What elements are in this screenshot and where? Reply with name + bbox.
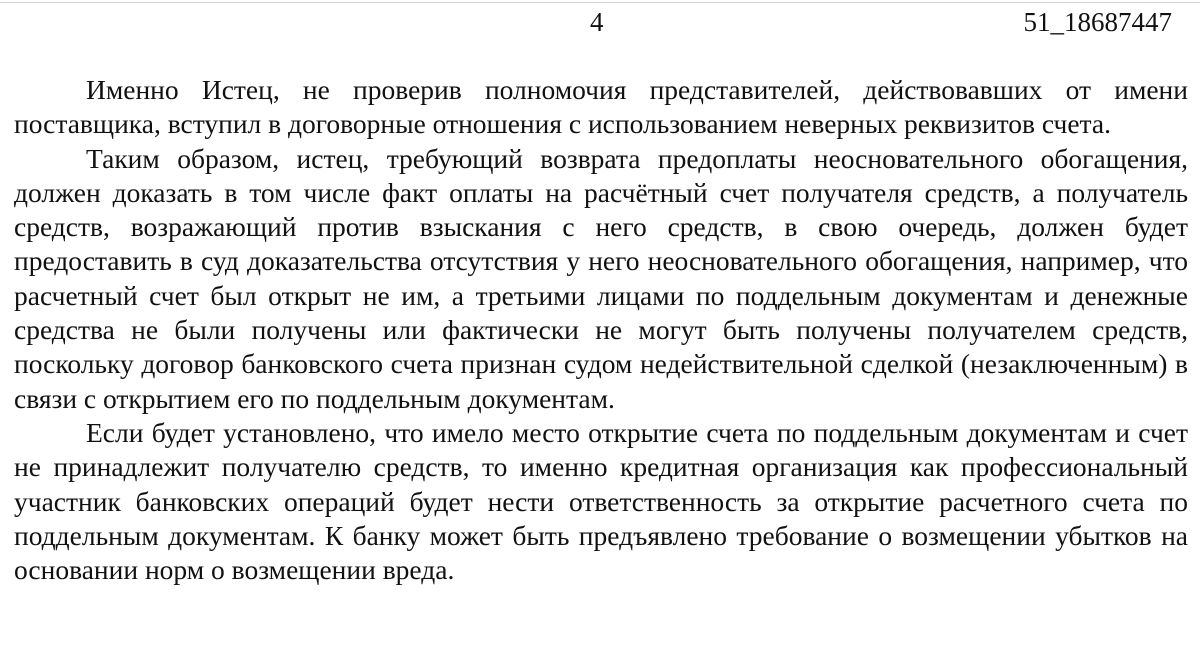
paragraph: Именно Истец, не проверив полномочия представителей, действовавших от имени поставщика, вступил в договорные отношения с использованием неверных реквизитов счета. bbox=[14, 74, 1188, 140]
document-body bbox=[14, 73, 1188, 587]
page-number: 4 bbox=[590, 7, 604, 37]
document-id: 51_18687447 bbox=[1023, 7, 1172, 37]
paragraph: Если будет установлено, что имело место открытие счета по поддельным документам и счет не принадлежит получателю средств, то именно кредитная организация как профессиональный участник банковских операций будет нести ответственность за открытие расчетного счета по поддельным документам. К банку может быть предъявлено требование о возмещении убытков на основании норм о возмещении вреда. bbox=[14, 416, 1188, 586]
top-divider bbox=[0, 2, 1200, 3]
paragraph: Таким образом, истец, требующий возврата предоплаты неосновательного обогащения, должен доказать в том числе факт оплаты на расчётный счет получателя средств, а получатель средств, возражающий против взыскания с него средств, в свою очередь, должен будет предоставить в суд доказательства отсутствия у него неосновательного обогащения, например, что расчетный счет был открыт не им, а третьими лицами по поддельным документам и денежные средства не были получены или фактически не могут быть получены получателем средств, поскольку договор банковского счета признан судом недействительной сделкой (незаключенным) в связи с открытием его по поддельным документам. bbox=[14, 142, 1188, 414]
